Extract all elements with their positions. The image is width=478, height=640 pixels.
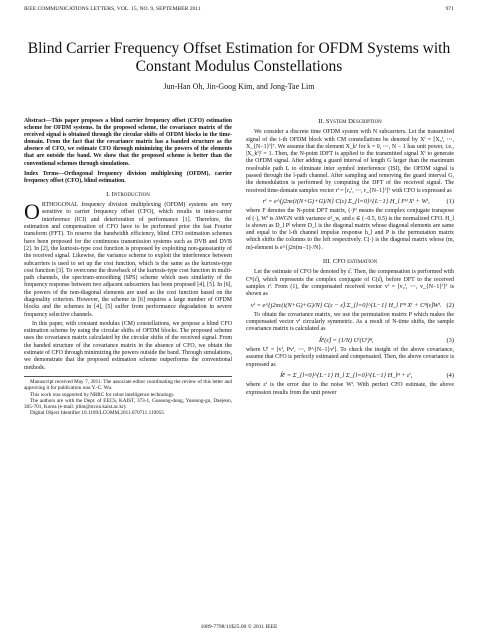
footnote-manuscript: Manuscript received May 7, 2011. The associate editor coordinating the review of this letter and approving it for publication was Y.-C. Wu. — [24, 378, 232, 392]
footnotes — [24, 376, 232, 417]
section-heading-system: II. System Description — [318, 118, 382, 125]
right-column — [246, 118, 454, 399]
journal-header: IEEE COMMUNICATIONS LETTERS, VOL. 15, NO. 9, SEPTEMBER 2011 — [24, 6, 201, 12]
cfo-paragraph-2: To obtain the covariance matrix, we use the permutation matrix P which makes the compensated vector vⁱ circularly symmetric. As a result of N-time shifts, the sample covariance matrix is calculated as — [246, 311, 454, 333]
equation-1-body: rⁱ = e^{j2πε(i(N+G)+G)/N} C(ε) Σ_{l=0}^{L−1} H_l Fᴴ Xⁱ + Wⁱ, — [262, 197, 430, 205]
equation-3 — [246, 337, 454, 344]
footnote-affiliation: The authors are with the Dept. of EECS, KAIST, 373-1, Guseong-dong, Yuseong-gu, Daejeon, 305-701, Korea (e-mail: jtlim@stcon.kaist.ac.kr). — [24, 397, 232, 411]
intro-text-1: RTHOGONAL frequency division multiplexing (OFDM) systems are very sensitive to carrier frequency offset (CFO), which results in inter-carrier interference (ICI) and deterioration of performance [1]. Therefore, the estimation and compensation of CFO have to be performed prior the fast Fourier transform (FFT). To reserve the bandwidth efficiency, blind CFO estimation schemes have been proposed for the continuous transmission systems such as DVB and DVB [2]. In [2], the kurtosis-type cost function is proposed by exploiting non-gaussianity of the received signal. Likewise, the variance scheme to exploit the interference between subcarriers is used to set up the cost function, which is the same as the kurtosis-type cost function [3]. To overcome the drawback of the kurtosis-type cost function in multi-path channels, the spectrum-smoothing (SPS) scheme which uses similarity of the frequency response between two adjacent subcarriers has been proposed [4], [5]. In [6], the powers of the non-diagonal elements are used as the cost function based on the diagonality criterion. However, the scheme in [6] requires a large number of OFDM blocks and the schemes in [4], [5] suffer from performance degradation in severe frequency selective channels. — [24, 202, 232, 318]
cfo-paragraph-1: Let the estimate of CFO be denoted by ε̂. Then, the compensation is performed with Cᴴ(ε̂), which represents the complex conjugate of C(ε̂), before DFT to the received samples rⁱ. From (1), the compensated received vector vⁱ = [v₀ⁱ, ⋯, v_{N−1}ⁱ]ᵀ is shown as — [246, 269, 454, 298]
abstract: Abstract—This paper proposes a blind carrier frequency offset (CFO) estimation scheme for OFDM systems. In the proposed scheme, the covariance matrix of the received signal is obtained through the circular shifts of OFDM blocks in the time-domain. From the fact that the covariance matrix has a banded structure as the absence of CFO, we estimate CFO through minimizing the powers of the elements that are outside the band. We show that the proposed scheme is better than the conventional schemes through simulations. — [24, 118, 232, 167]
equation-2-number: (2) — [446, 301, 454, 309]
section-heading-intro: I. Introduction — [106, 190, 150, 198]
equation-2-body: vⁱ = e^{j2πε(i(N+G)+G)/N} C(ε − ε̂) Σ_{l=0}^{L−1} H_l Fᴴ Xⁱ + Cᴴ(ε̂)Wⁱ. — [250, 301, 442, 309]
equation-1-number: (1) — [446, 197, 454, 205]
index-terms: Index Terms—Orthogonal frequency division multiplexing (OFDM), carrier frequency offset (CFO), blind estimation. — [24, 170, 232, 184]
cfo-paragraph-4: where εⁱ is the error due to the noise Wⁱ. With perfect CFO estimate, the above expression results from the unit power — [246, 382, 454, 396]
equation-3-number: (3) — [446, 336, 454, 344]
footnote-funding: This work was supported by NRRC for robot intelligence technology. — [30, 391, 175, 398]
author-list: Jun-Han Oh, Jin-Goog Kim, and Jong-Tae Lim — [163, 82, 315, 91]
system-paragraph-2: where F denotes the N-point DFT matrix, (·)ᴴ means the complex conjugate transpose of (·), Wⁱ is AWGN with variance σ²_w, and ε ∈ (−0.5, 0.5) is the normalized CFO. H_l is shown as D_l Pˡ where D_l is the diagonal matrix whose diagonal elements are same and equal to the l-th channel impulse response h_l and P is the permutation matrix which shifts the columns to the left respectively. C(·) is the diagonal matrix whose (m, m)-element is e^{j2π(m−1)·/N}. — [246, 208, 454, 251]
equation-3-body: R̂ⁱ(ε̂) = (1/N) Uⁱ(Uⁱ)ᴴ, — [319, 336, 374, 344]
page-number: 971 — [445, 6, 454, 12]
section-heading-cfo: III. CFO estimation — [322, 258, 378, 266]
paper-title: Blind Carrier Frequency Offset Estimation for OFDM Systems with Constant Modulus Constellations — [27, 40, 451, 75]
footnote-doi: Digital Object Identifier 10.1109/LCOMM.2011.070711.110955 — [30, 410, 164, 417]
equation-4-body: R̂ⁱ = Σ_{l=0}^{L−1} H_l Σ_{l=0}^{L−1} H_lᴴ + εⁱ, — [280, 371, 413, 379]
equation-4-number: (4) — [446, 371, 454, 379]
intro-paragraph-1 — [24, 199, 232, 319]
copyright-footer: 1089-7798/11$25.00 © 2011 IEEE — [200, 624, 278, 630]
running-header — [24, 6, 454, 12]
equation-4 — [246, 372, 454, 379]
equation-1 — [246, 198, 454, 205]
intro-paragraph-2: In this paper, with constant modulus (CM) constellations, we propose a blind CFO estimation scheme by using the circular shifts of OFDM blocks. The proposed scheme uses the covariance matrix calculated by the circular shifts of the received signal. From the banded structure of the covariance matrix in the absence of CFO, we obtain the estimate of CFO through minimizing the powers outside the band. Through simulations, we demonstrate that the proposed estimation scheme outperforms the conventional methods. — [24, 320, 232, 371]
cfo-paragraph-3: where Uⁱ = [vⁱ, Pvⁱ, ⋯, P^{N−1}vⁱ]. To check the insight of the above covariance, assume that CFO is perfectly estimated and compensated. Then, the above covariance is expressed as — [246, 347, 454, 368]
left-column — [24, 118, 232, 417]
equation-2 — [246, 302, 454, 309]
drop-cap: O — [24, 199, 40, 225]
system-paragraph-1: We consider a discrete time OFDM system with N subcarriers. Let the transmitted signal of the i-th OFDM block with CM constellations be denoted by Xⁱ = [X₀ⁱ, ⋯, X_{N−1}ⁱ]ᵀ. We assume that the element X_kⁱ for k = 0, ⋯, N − 1 has unit power, i.e., |X_kⁱ|² = 1. Then, the N-point IDFT is applied to the transmitted signal Xⁱ to generate the OFDM signal. After adding a guard interval of length G larger than the maximum resolvable path L to eliminate inter symbol interference (ISI), the OFDM signal is passed through the l-path channel. After sampling and removing the guard interval G, the demodulation is performed by computing the DFT of the received signal. The received time-domain samples vector rⁱ = [r₀ⁱ, ⋯, r_{N−1}ⁱ]ᵀ with CFO is expressed as — [246, 129, 454, 194]
